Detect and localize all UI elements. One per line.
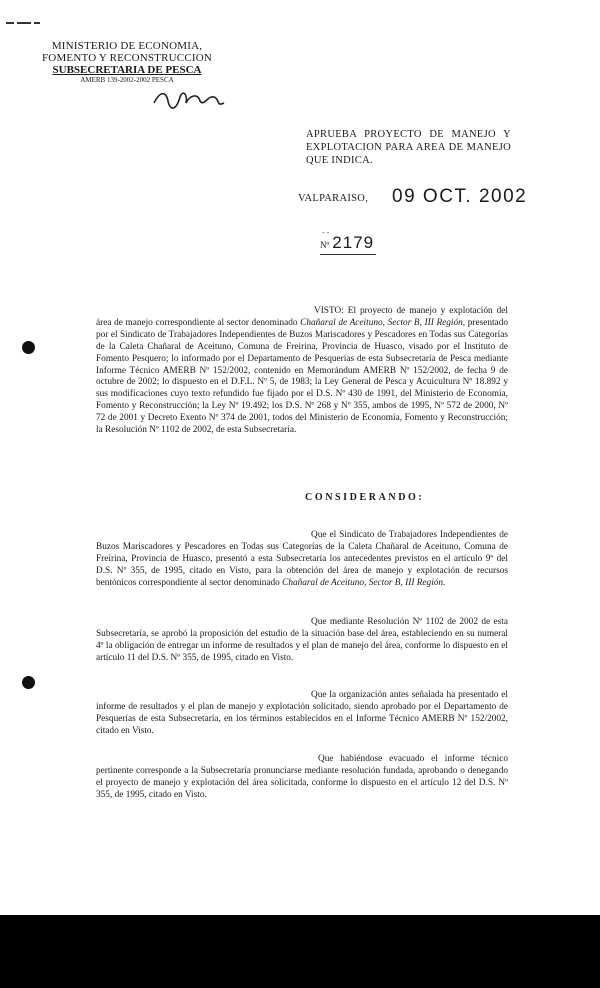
corner-mark bbox=[6, 14, 44, 20]
number-value: 2179 bbox=[332, 233, 375, 252]
subsecretaria-line: SUBSECRETARIA DE PESCA bbox=[52, 64, 202, 76]
ministry-line-1: MINISTERIO DE ECONOMIA, bbox=[51, 40, 203, 52]
reference-code: AMERB 139-2002-2002 PESCA bbox=[80, 76, 174, 84]
considerando-paragraph-4: Que habiéndose evacuado el informe técnico pertinente corresponde a la Subsecretaría pronunciarse mediante resolución fundada, aprobando o denegando el proyecto de manejo y explotación del área solicitada, conforme lo dispuesto en el artículo 12 del D.S. Nº 355, de 1995, citado en Visto. bbox=[96, 754, 508, 800]
area-name-italic: Chañaral de Aceituno, Sector B, III Región bbox=[300, 317, 463, 328]
area-name-italic: Chañaral de Aceituno, Sector B, III Región. bbox=[282, 577, 446, 588]
considerando-paragraph-3: Que la organización antes señalada ha presentado el informe de resultados y el plan de manejo y explotación solicitado, siendo aprobado por el Departamento de Pesquerías de esta Subsecretaría, en los términos establecidos en el Informe Técnico AMERB Nº 152/2002, citado en Visto. bbox=[96, 690, 508, 736]
date-stamp: 09 OCT. 2002 bbox=[392, 186, 528, 207]
number-label: Nº bbox=[320, 240, 330, 250]
initials-signature bbox=[150, 85, 240, 115]
considerando-heading: CONSIDERANDO: bbox=[305, 492, 425, 503]
scan-bottom-band bbox=[0, 915, 600, 988]
resolution-number bbox=[320, 233, 374, 253]
punch-hole bbox=[22, 341, 35, 354]
number-underline bbox=[320, 254, 376, 255]
place: VALPARAISO, bbox=[298, 193, 369, 204]
resolution-subject: APRUEBA PROYECTO DE MANEJO Y EXPLOTACION PARA AREA DE MANEJO QUE INDICA. bbox=[306, 129, 511, 166]
considerando-paragraph-2: Que mediante Resolución Nº 1102 de 2002 de esta Subsecretaría, se aprobó la proposición del estudio de la situación base del área, estableciendo en su numeral 4º la obligación de entregar un informe de resultados y el plan de manejo del área, conforme lo dispuesto en el artículo 11 del D.S. Nº 355, de 1995, citado en Visto. bbox=[96, 617, 508, 663]
letterhead bbox=[27, 40, 227, 85]
number-dashes: - - bbox=[322, 228, 330, 237]
ministry-line-2: FOMENTO Y RECONSTRUCCION bbox=[41, 52, 213, 64]
punch-hole bbox=[22, 676, 35, 689]
considerando-paragraph-1: Que el Sindicato de Trabajadores Independientes de Buzos Mariscadores y Pescadores en Todas sus Categorías de la Caleta Chañaral de Aceituno, Comuna de Freirina, Provincia de Huasco, presentó a esta Subsecretaría los antecedentes previstos en el artículo 9º del D.S. Nº 355, de 1995, citado en Visto, para la obtención del área de manejo y explotación de recursos bentónicos correspondiente al sector denominado Chañaral de Aceituno, Sector B, III Región. bbox=[96, 530, 508, 588]
visto-paragraph: VISTO: El proyecto de manejo y explotación del área de manejo correspondiente al sector denominado Chañaral de Aceituno, Sector B, III Región, presentado por el Sindicato de Trabajadores Independientes de Buzos Mariscadores y Pescadores en Todas sus Categorías de la Caleta Chañaral de Aceituno, Comuna de Freirina, Provincia de Huasco, visado por el Instituto de Fomento Pesquero; lo informado por el Departamento de Pesquerías de esta Subsecretaría de Pesca mediante Informe Técnico AMERB Nº 152/2002, contenido en Memorándum AMERB Nº 152/2002, de fecha 9 de octubre de 2002; lo dispuesto en el D.F.L. Nº 5, de 1983; la Ley General de Pesca y Acuicultura Nº 18.892 y sus modificaciones cuyo texto refundido fue fijado por el D.S. Nº 430 de 1991, del Ministerio de Economía, Fomento y Reconstrucción; la Ley Nº 19.492; los D.S. Nº 268 y Nº 355, ambos de 1995, Nº 572 de 2000, Nº 72 de 2001 y Decreto Exento Nº 374 de 2001, todos del Ministerio de Economía, Fomento y Reconstrucción; la Resolución Nº 1102 de 2002, de esta Subsecretaría. bbox=[96, 306, 508, 436]
